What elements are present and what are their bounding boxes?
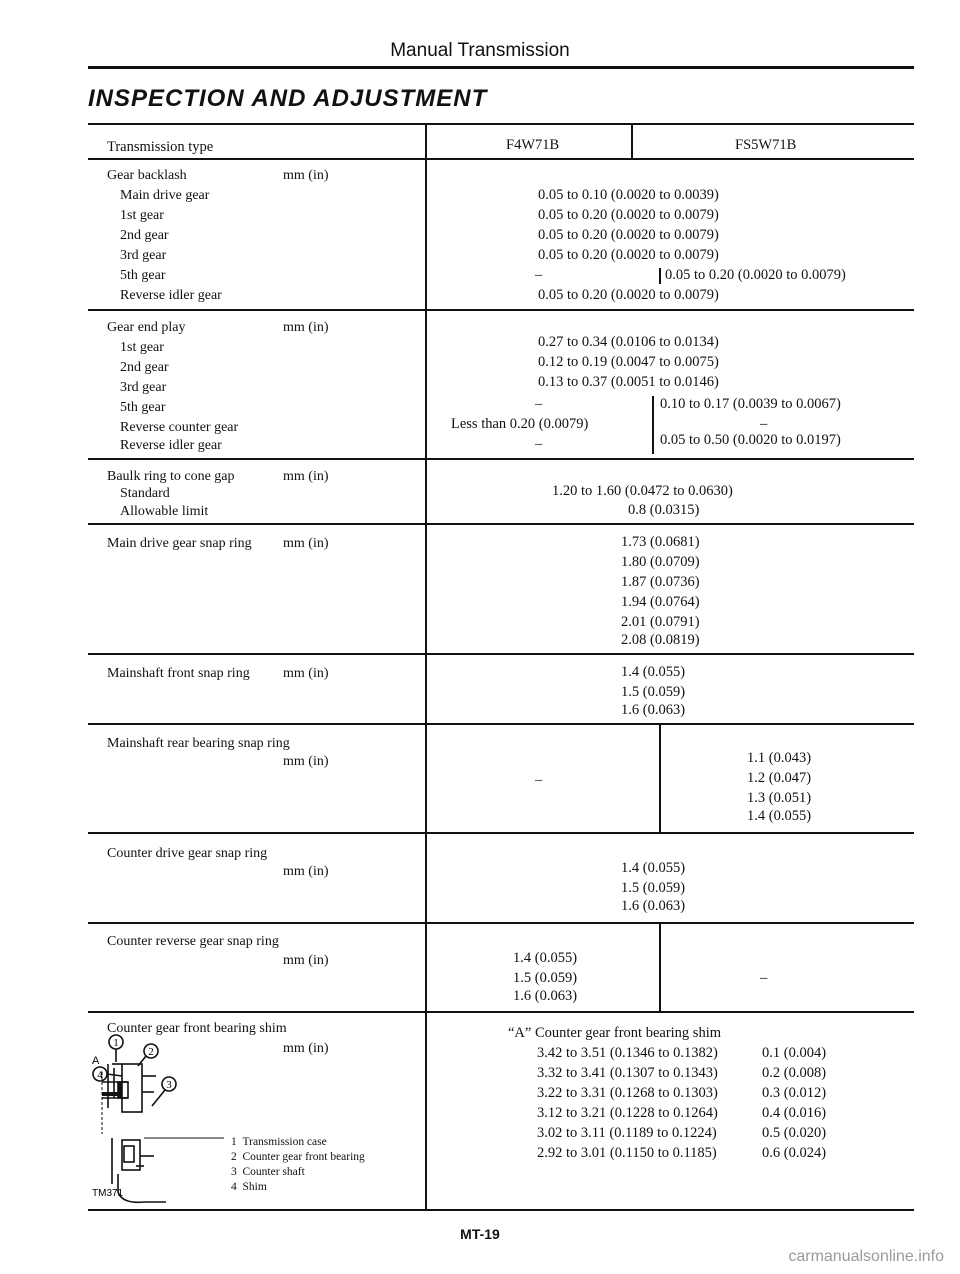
value: 1.6 (0.063) bbox=[621, 702, 686, 718]
section-title-counter-reverse: Counter reverse gear snap ring bbox=[107, 934, 279, 949]
page-title: INSPECTION AND ADJUSTMENT bbox=[88, 85, 488, 112]
shim-thickness: 0.6 (0.024) bbox=[762, 1145, 827, 1161]
shim-thickness: 0.3 (0.012) bbox=[762, 1085, 827, 1101]
shim-thickness: 0.4 (0.016) bbox=[762, 1105, 827, 1121]
row-rule bbox=[88, 723, 914, 725]
cell-divider bbox=[652, 396, 654, 454]
unit-label: mm (in) bbox=[283, 168, 329, 183]
shim-heading: “A” Counter gear front bearing shim bbox=[508, 1025, 721, 1041]
value: 0.05 to 0.20 (0.0020 to 0.0079) bbox=[538, 227, 719, 243]
item-label: 1st gear bbox=[120, 340, 164, 355]
value-f4w71b: – bbox=[535, 436, 543, 452]
value: 0.13 to 0.37 (0.0051 to 0.0146) bbox=[538, 374, 719, 390]
legend-item bbox=[231, 1135, 327, 1149]
column-header-label: Transmission type bbox=[107, 139, 214, 155]
row-rule bbox=[88, 458, 914, 460]
value: 0.12 to 0.19 (0.0047 to 0.0075) bbox=[538, 354, 719, 370]
shim-thickness: 0.1 (0.004) bbox=[762, 1045, 827, 1061]
value-fs5w71b: 1.1 (0.043) bbox=[747, 750, 812, 766]
legend-item bbox=[231, 1180, 267, 1194]
callout-number: 2 bbox=[148, 1046, 154, 1058]
unit-label: mm (in) bbox=[283, 1041, 329, 1056]
watermark: carmanualsonline.info bbox=[788, 1248, 944, 1265]
value: 1.20 to 1.60 (0.0472 to 0.0630) bbox=[552, 483, 733, 499]
value-fs5w71b: 0.05 to 0.20 (0.0020 to 0.0079) bbox=[665, 267, 846, 283]
value: 1.87 (0.0736) bbox=[621, 574, 700, 590]
row-rule bbox=[88, 832, 914, 834]
page-number: MT-19 bbox=[460, 1226, 500, 1242]
shim-thickness: 0.2 (0.008) bbox=[762, 1065, 827, 1081]
row-rule bbox=[88, 158, 914, 160]
column-divider-main bbox=[425, 124, 427, 1210]
value-f4w71b: Less than 0.20 (0.0079) bbox=[451, 416, 589, 432]
legend-item bbox=[231, 1165, 305, 1179]
legend-text: Shim bbox=[242, 1181, 267, 1193]
value: 1.80 (0.0709) bbox=[621, 554, 700, 570]
value: 1.5 (0.059) bbox=[621, 684, 686, 700]
value-fs5w71b: 1.3 (0.051) bbox=[747, 790, 812, 806]
item-label: 1st gear bbox=[120, 208, 164, 223]
value: 2.08 (0.0819) bbox=[621, 632, 700, 648]
value: 0.05 to 0.20 (0.0020 to 0.0079) bbox=[538, 247, 719, 263]
section-title-counter-drive: Counter drive gear snap ring bbox=[107, 846, 268, 861]
value: 2.01 (0.0791) bbox=[621, 614, 700, 630]
legend-text: Counter gear front bearing bbox=[242, 1151, 365, 1163]
header-column-divider bbox=[631, 124, 633, 158]
section-title-mainshaft-rear: Mainshaft rear bearing snap ring bbox=[107, 736, 290, 751]
value: 0.05 to 0.20 (0.0020 to 0.0079) bbox=[538, 207, 719, 223]
unit-label: mm (in) bbox=[283, 953, 329, 968]
row-rule bbox=[88, 309, 914, 311]
shim-range: 3.42 to 3.51 (0.1346 to 0.1382) bbox=[537, 1045, 718, 1061]
value: 1.6 (0.063) bbox=[621, 898, 686, 914]
unit-label: mm (in) bbox=[283, 469, 329, 484]
value-f4w71b: – bbox=[535, 772, 543, 788]
cell-divider bbox=[659, 724, 661, 832]
value-fs5w71b: 1.4 (0.055) bbox=[747, 808, 812, 824]
shim-range: 3.02 to 3.11 (0.1189 to 0.1224) bbox=[537, 1125, 717, 1141]
value: 0.05 to 0.10 (0.0020 to 0.0039) bbox=[538, 187, 719, 203]
value: 0.05 to 0.20 (0.0020 to 0.0079) bbox=[538, 287, 719, 303]
row-rule bbox=[88, 922, 914, 924]
header-rule bbox=[88, 66, 914, 69]
value-fs5w71b: – bbox=[760, 416, 768, 432]
section-title-baulk: Baulk ring to cone gap bbox=[107, 469, 235, 484]
shim-range: 3.32 to 3.41 (0.1307 to 0.1343) bbox=[537, 1065, 718, 1081]
row-rule bbox=[88, 1011, 914, 1013]
value-f4w71b: – bbox=[535, 267, 543, 283]
item-label: Reverse idler gear bbox=[120, 438, 222, 453]
figure-code: TM371 bbox=[92, 1188, 124, 1199]
unit-label: mm (in) bbox=[283, 320, 329, 335]
legend-number: 3 bbox=[231, 1166, 237, 1178]
value: 1.94 (0.0764) bbox=[621, 594, 700, 610]
shim-range: 3.12 to 3.21 (0.1228 to 0.1264) bbox=[537, 1105, 718, 1121]
row-rule bbox=[88, 653, 914, 655]
table-bottom-rule bbox=[88, 1209, 914, 1211]
item-label: Standard bbox=[120, 486, 170, 501]
value-f4w71b: 1.4 (0.055) bbox=[513, 950, 578, 966]
item-label: 5th gear bbox=[120, 400, 166, 415]
shim-thickness: 0.5 (0.020) bbox=[762, 1125, 827, 1141]
unit-label: mm (in) bbox=[283, 666, 329, 681]
callout-number: 3 bbox=[166, 1079, 172, 1091]
unit-label: mm (in) bbox=[283, 536, 329, 551]
item-label: 3rd gear bbox=[120, 380, 167, 395]
item-label: Reverse counter gear bbox=[120, 420, 239, 435]
section-title-backlash: Gear backlash bbox=[107, 168, 187, 183]
section-title-mainshaft-front: Mainshaft front snap ring bbox=[107, 666, 250, 681]
shim-range: 2.92 to 3.01 (0.1150 to 0.1185) bbox=[537, 1145, 717, 1161]
legend-number: 2 bbox=[231, 1151, 237, 1163]
legend-number: 1 bbox=[231, 1136, 237, 1148]
cell-divider bbox=[659, 923, 661, 1011]
table-top-rule bbox=[88, 123, 914, 125]
value: 0.27 to 0.34 (0.0106 to 0.0134) bbox=[538, 334, 719, 350]
callout-number: 4 bbox=[97, 1069, 103, 1081]
item-label: Allowable limit bbox=[120, 504, 209, 519]
column-header-f4w71b: F4W71B bbox=[506, 137, 560, 153]
section-title-shim: Counter gear front bearing shim bbox=[107, 1021, 287, 1036]
item-label: 2nd gear bbox=[120, 360, 169, 375]
row-rule bbox=[88, 523, 914, 525]
section-title-endplay: Gear end play bbox=[107, 320, 186, 335]
dimension-a-label: A bbox=[92, 1055, 100, 1067]
page-header: Manual Transmission bbox=[390, 40, 570, 61]
unit-label: mm (in) bbox=[283, 864, 329, 879]
value-fs5w71b: 0.10 to 0.17 (0.0039 to 0.0067) bbox=[660, 396, 841, 412]
value-fs5w71b: 0.05 to 0.50 (0.0020 to 0.0197) bbox=[660, 432, 841, 448]
value: 1.4 (0.055) bbox=[621, 860, 686, 876]
column-header-fs5w71b: FS5W71B bbox=[735, 137, 797, 153]
value-fs5w71b: 1.2 (0.047) bbox=[747, 770, 812, 786]
value: 1.73 (0.0681) bbox=[621, 534, 700, 550]
value-f4w71b: 1.5 (0.059) bbox=[513, 970, 578, 986]
section-title-main-drive-snap: Main drive gear snap ring bbox=[107, 536, 252, 551]
legend-item bbox=[231, 1150, 365, 1164]
item-label: 2nd gear bbox=[120, 228, 169, 243]
value: 0.8 (0.0315) bbox=[628, 502, 700, 518]
callout-number: 1 bbox=[113, 1037, 119, 1049]
value: 1.4 (0.055) bbox=[621, 664, 686, 680]
item-label: 5th gear bbox=[120, 268, 166, 283]
item-label: Main drive gear bbox=[120, 188, 210, 203]
value-f4w71b: – bbox=[535, 396, 543, 412]
legend-number: 4 bbox=[231, 1181, 237, 1193]
value: 1.5 (0.059) bbox=[621, 880, 686, 896]
shim-range: 3.22 to 3.31 (0.1268 to 0.1303) bbox=[537, 1085, 718, 1101]
legend-text: Counter shaft bbox=[242, 1166, 305, 1178]
value-fs5w71b: – bbox=[760, 970, 768, 986]
cell-divider bbox=[659, 268, 661, 284]
unit-label: mm (in) bbox=[283, 754, 329, 769]
item-label: 3rd gear bbox=[120, 248, 167, 263]
legend-text: Transmission case bbox=[242, 1136, 327, 1148]
item-label: Reverse idler gear bbox=[120, 288, 222, 303]
value-f4w71b: 1.6 (0.063) bbox=[513, 988, 578, 1004]
